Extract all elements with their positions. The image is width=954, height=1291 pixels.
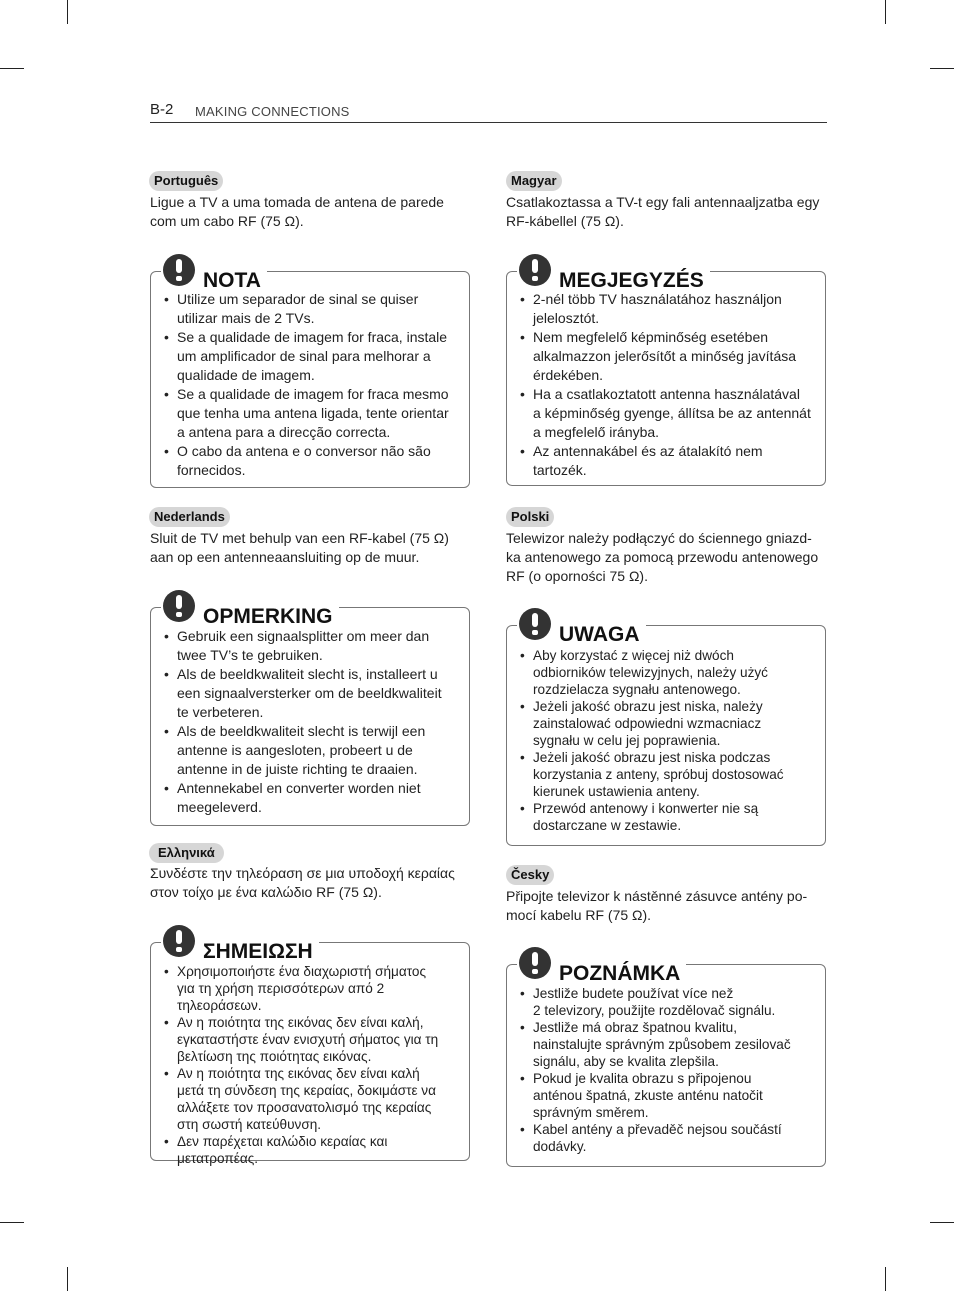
- note-list: [151, 627, 469, 817]
- item-line: érdekében.: [533, 367, 604, 383]
- list-item: [151, 1133, 469, 1167]
- note-list: [507, 985, 825, 1155]
- list-item: [151, 779, 469, 817]
- item-line: dodávky.: [533, 1139, 587, 1154]
- bullet: •: [164, 1015, 169, 1030]
- list-item: [151, 328, 469, 385]
- list-item: [507, 385, 825, 442]
- bullet: •: [164, 1066, 169, 1081]
- list-item: [507, 749, 825, 800]
- intro-line: Připojte televizor k nástěnné zásuvce antény po-: [506, 888, 808, 904]
- bullet: •: [520, 443, 525, 459]
- bullet: •: [164, 628, 169, 644]
- bullet: •: [520, 291, 525, 307]
- item-line: Δεν παρέχεται καλώδιο κεραίας και: [177, 1134, 388, 1149]
- crop-mark: [930, 68, 954, 69]
- crop-mark: [0, 1222, 24, 1223]
- note-title: OPMERKING: [203, 605, 333, 628]
- bullet: •: [520, 699, 525, 714]
- list-item: [507, 1019, 825, 1070]
- crop-mark: [67, 1267, 68, 1291]
- intro-line: Csatlakoztassa a TV-t egy fali antennaaljzatba egy: [506, 194, 820, 210]
- item-line: que tenha uma antena ligada, tente orientar: [177, 405, 449, 421]
- language-tag-polish: Polski: [506, 507, 554, 527]
- bullet: •: [164, 291, 169, 307]
- section-title: MAKING CONNECTIONS: [195, 104, 350, 119]
- item-line: správným směrem.: [533, 1105, 649, 1120]
- item-line: Se a qualidade de imagem for fraca, instale: [177, 329, 448, 345]
- crop-mark: [0, 68, 24, 69]
- note-list: [507, 647, 825, 834]
- exclamation-icon: [519, 947, 551, 979]
- item-line: Jeżeli jakość obrazu jest niska podczas: [533, 750, 771, 765]
- intro-line: Telewizor należy podłączyć do ściennego gniazd-: [506, 530, 812, 546]
- item-line: anténou špatná, zkuste anténu natočit: [533, 1088, 763, 1103]
- intro-portuguese: [150, 193, 472, 231]
- item-line: Ha a csatlakoztatott antenna használatával: [533, 386, 800, 402]
- list-item: [151, 627, 469, 665]
- bullet: •: [520, 986, 525, 1001]
- item-line: Az antennakábel és az átalakító nem: [533, 443, 763, 459]
- item-line: antenne is aangesloten, probeert u de: [177, 742, 413, 758]
- bullet: •: [164, 443, 169, 459]
- bullet: •: [164, 329, 169, 345]
- note-box-greek: [150, 940, 470, 1166]
- bullet: •: [164, 1134, 169, 1149]
- item-line: twee TV’s te gebruiken.: [177, 647, 323, 663]
- list-item: [151, 722, 469, 779]
- note-header: [517, 252, 710, 292]
- list-item: [507, 290, 825, 328]
- list-item: [507, 647, 825, 698]
- language-tag-greek: Ελληνικά: [149, 843, 224, 863]
- intro-line: Sluit de TV met behulp van een RF-kabel (75 Ω): [150, 530, 449, 546]
- item-line: Aby korzystać z więcej niż dwóch: [533, 648, 734, 663]
- item-line: um amplificador de sinal para melhorar a: [177, 348, 431, 364]
- bullet: •: [164, 666, 169, 682]
- list-item: [151, 1065, 469, 1133]
- item-line: te verbeteren.: [177, 704, 264, 720]
- item-line: utilizar mais de 2 TVs.: [177, 310, 315, 326]
- item-line: zainstalować odpowiedni wzmacniacz: [533, 716, 762, 731]
- language-tag-czech: Česky: [506, 865, 554, 885]
- item-line: nainstalujte správným způsobem zesilovač: [533, 1037, 791, 1052]
- note-header: [161, 923, 319, 963]
- note-box-hungarian: [506, 271, 826, 486]
- bullet: •: [520, 329, 525, 345]
- item-line: kierunek ustawienia anteny.: [533, 784, 700, 799]
- item-line: fornecidos.: [177, 462, 246, 478]
- item-line: a antena para a direcção correcta.: [177, 424, 391, 440]
- item-line: Nem megfelelő képminőség esetében: [533, 329, 769, 345]
- intro-line: mocí kabelu RF (75 Ω).: [506, 907, 652, 923]
- note-box-czech: [506, 964, 826, 1167]
- item-line: Gebruik een signaalsplitter om meer dan: [177, 628, 430, 644]
- crop-mark: [930, 1222, 954, 1223]
- note-box-polish: [506, 625, 826, 846]
- item-line: Pokud je kvalita obrazu s připojenou: [533, 1071, 752, 1086]
- item-line: qualidade de imagem.: [177, 367, 315, 383]
- list-item: [151, 290, 469, 328]
- bullet: •: [520, 801, 525, 816]
- bullet: •: [520, 1122, 525, 1137]
- list-item: [507, 1070, 825, 1121]
- note-title: POZNÁMKA: [559, 962, 681, 985]
- note-title: UWAGA: [559, 623, 640, 646]
- bullet: •: [164, 723, 169, 739]
- item-line: Αν η ποιότητα της εικόνας δεν είναι καλή,: [177, 1015, 424, 1030]
- bullet: •: [164, 386, 169, 402]
- list-item: [151, 963, 469, 1014]
- item-line: signálu, aby se kvalita zlepšila.: [533, 1054, 719, 1069]
- exclamation-icon: [163, 590, 195, 622]
- bullet: •: [520, 750, 525, 765]
- item-line: a megfelelő irányba.: [533, 424, 660, 440]
- note-title: MEGJEGYZÉS: [559, 269, 704, 292]
- intro-line: com um cabo RF (75 Ω).: [150, 213, 304, 229]
- intro-line: RF-kábellel (75 Ω).: [506, 213, 624, 229]
- item-line: 2 televizory, použijte rozdělovač signálu.: [533, 1003, 776, 1018]
- item-line: odbiorników telewizyjnych, należy użyć: [533, 665, 768, 680]
- item-line: τηλεοράσεων.: [177, 998, 262, 1013]
- exclamation-icon: [163, 925, 195, 957]
- list-item: [151, 665, 469, 722]
- item-line: Przewód antenowy i konwerter nie są: [533, 801, 759, 816]
- item-line: alkalmazzon jelerősítőt a minőség javítása: [533, 348, 797, 364]
- crop-mark: [67, 0, 68, 24]
- item-line: μετά τη σύνδεση της κεραίας, δοκιμάστε να: [177, 1083, 436, 1098]
- bullet: •: [520, 648, 525, 663]
- list-item: [507, 1121, 825, 1155]
- item-line: rozdzielacza sygnału antenowego.: [533, 682, 741, 697]
- item-line: Antennekabel en converter worden niet: [177, 780, 421, 796]
- item-line: στη σωστή κατεύθυνση.: [177, 1117, 322, 1132]
- list-item: [507, 800, 825, 834]
- bullet: •: [520, 386, 525, 402]
- item-line: Jestliže má obraz špatnou kvalitu,: [533, 1020, 738, 1035]
- item-line: een signaalversterker om de beeldkwaliteit: [177, 685, 442, 701]
- intro-line: Ligue a TV a uma tomada de antena de parede: [150, 194, 444, 210]
- bullet: •: [164, 780, 169, 796]
- intro-line: στον τοίχο με ένα καλώδιο RF (75 Ω).: [150, 884, 382, 900]
- note-list: [151, 290, 469, 480]
- item-line: Kabel antény a převaděč nejsou součástí: [533, 1122, 782, 1137]
- item-line: a képminőség gyenge, állítsa be az antennát: [533, 405, 811, 421]
- note-box-dutch: [150, 607, 470, 826]
- item-line: dostarczane w zestawie.: [533, 818, 682, 833]
- item-line: jelelosztót.: [533, 310, 600, 326]
- page-header: [150, 100, 827, 123]
- list-item: [507, 985, 825, 1019]
- intro-hungarian: [506, 193, 828, 231]
- intro-czech: [506, 887, 828, 925]
- item-line: tartozék.: [533, 462, 587, 478]
- exclamation-icon: [519, 254, 551, 286]
- note-header: [517, 945, 686, 985]
- item-line: sygnału w celu jej poprawienia.: [533, 733, 721, 748]
- note-header: [161, 588, 339, 628]
- intro-line: ka antenowego za pomocą przewodu antenowego: [506, 549, 819, 565]
- list-item: [507, 328, 825, 385]
- note-box-portuguese: [150, 271, 470, 488]
- item-line: Αν η ποιότητα της εικόνας δεν είναι καλή: [177, 1066, 420, 1081]
- item-line: Χρησιμοποιήστε ένα διαχωριστή σήματος: [177, 964, 426, 979]
- intro-line: Συνδέστε την τηλεόραση σε μια υποδοχή κεραίας: [150, 865, 455, 881]
- item-line: 2-nél több TV használatához használjon: [533, 291, 782, 307]
- note-title: NOTA: [203, 269, 261, 292]
- list-item: [151, 1014, 469, 1065]
- page-number: B-2: [150, 101, 174, 118]
- language-tag-hungarian: Magyar: [506, 171, 562, 191]
- note-title: ΣΗΜΕΙΩΣΗ: [203, 940, 313, 963]
- item-line: Se a qualidade de imagem for fraca mesmo: [177, 386, 449, 402]
- bullet: •: [520, 1020, 525, 1035]
- item-line: μετατροπέας.: [177, 1151, 259, 1166]
- item-line: Als de beeldkwaliteit slecht is terwijl een: [177, 723, 426, 739]
- note-header: [161, 252, 267, 292]
- exclamation-icon: [163, 254, 195, 286]
- note-list: [151, 963, 469, 1167]
- language-tag-portuguese: Português: [149, 171, 223, 191]
- item-line: meegeleverd.: [177, 799, 262, 815]
- item-line: βελτίωση της ποιότητας εικόνας.: [177, 1049, 372, 1064]
- list-item: [151, 385, 469, 442]
- exclamation-icon: [519, 608, 551, 640]
- list-item: [507, 698, 825, 749]
- bullet: •: [520, 1071, 525, 1086]
- item-line: Utilize um separador de sinal se quiser: [177, 291, 419, 307]
- intro-polish: [506, 529, 828, 586]
- intro-greek: [150, 864, 472, 902]
- crop-mark: [885, 1267, 886, 1291]
- item-line: για τη χρήση περισσότερων από 2: [177, 981, 385, 996]
- item-line: Jeżeli jakość obrazu jest niska, należy: [533, 699, 763, 714]
- item-line: εγκαταστήστε έναν ενισχυτή σήματος για τη: [177, 1032, 439, 1047]
- crop-mark: [885, 0, 886, 24]
- item-line: Als de beeldkwaliteit slecht is, installeert u: [177, 666, 438, 682]
- note-header: [517, 606, 646, 646]
- item-line: O cabo da antena e o conversor não são: [177, 443, 431, 459]
- list-item: [151, 442, 469, 480]
- intro-line: aan op een antenneaansluiting op de muur.: [150, 549, 420, 565]
- item-line: αλλάξετε τον προσανατολισμό της κεραίας: [177, 1100, 432, 1115]
- item-line: Jestliže budete používat více než: [533, 986, 734, 1001]
- language-tag-dutch: Nederlands: [149, 507, 230, 527]
- item-line: antenne in de juiste richting te draaien.: [177, 761, 418, 777]
- bullet: •: [164, 964, 169, 979]
- intro-dutch: [150, 529, 472, 567]
- item-line: korzystania z anteny, spróbuj dostosować: [533, 767, 784, 782]
- list-item: [507, 442, 825, 480]
- note-list: [507, 290, 825, 480]
- intro-line: RF (o oporności 75 Ω).: [506, 568, 648, 584]
